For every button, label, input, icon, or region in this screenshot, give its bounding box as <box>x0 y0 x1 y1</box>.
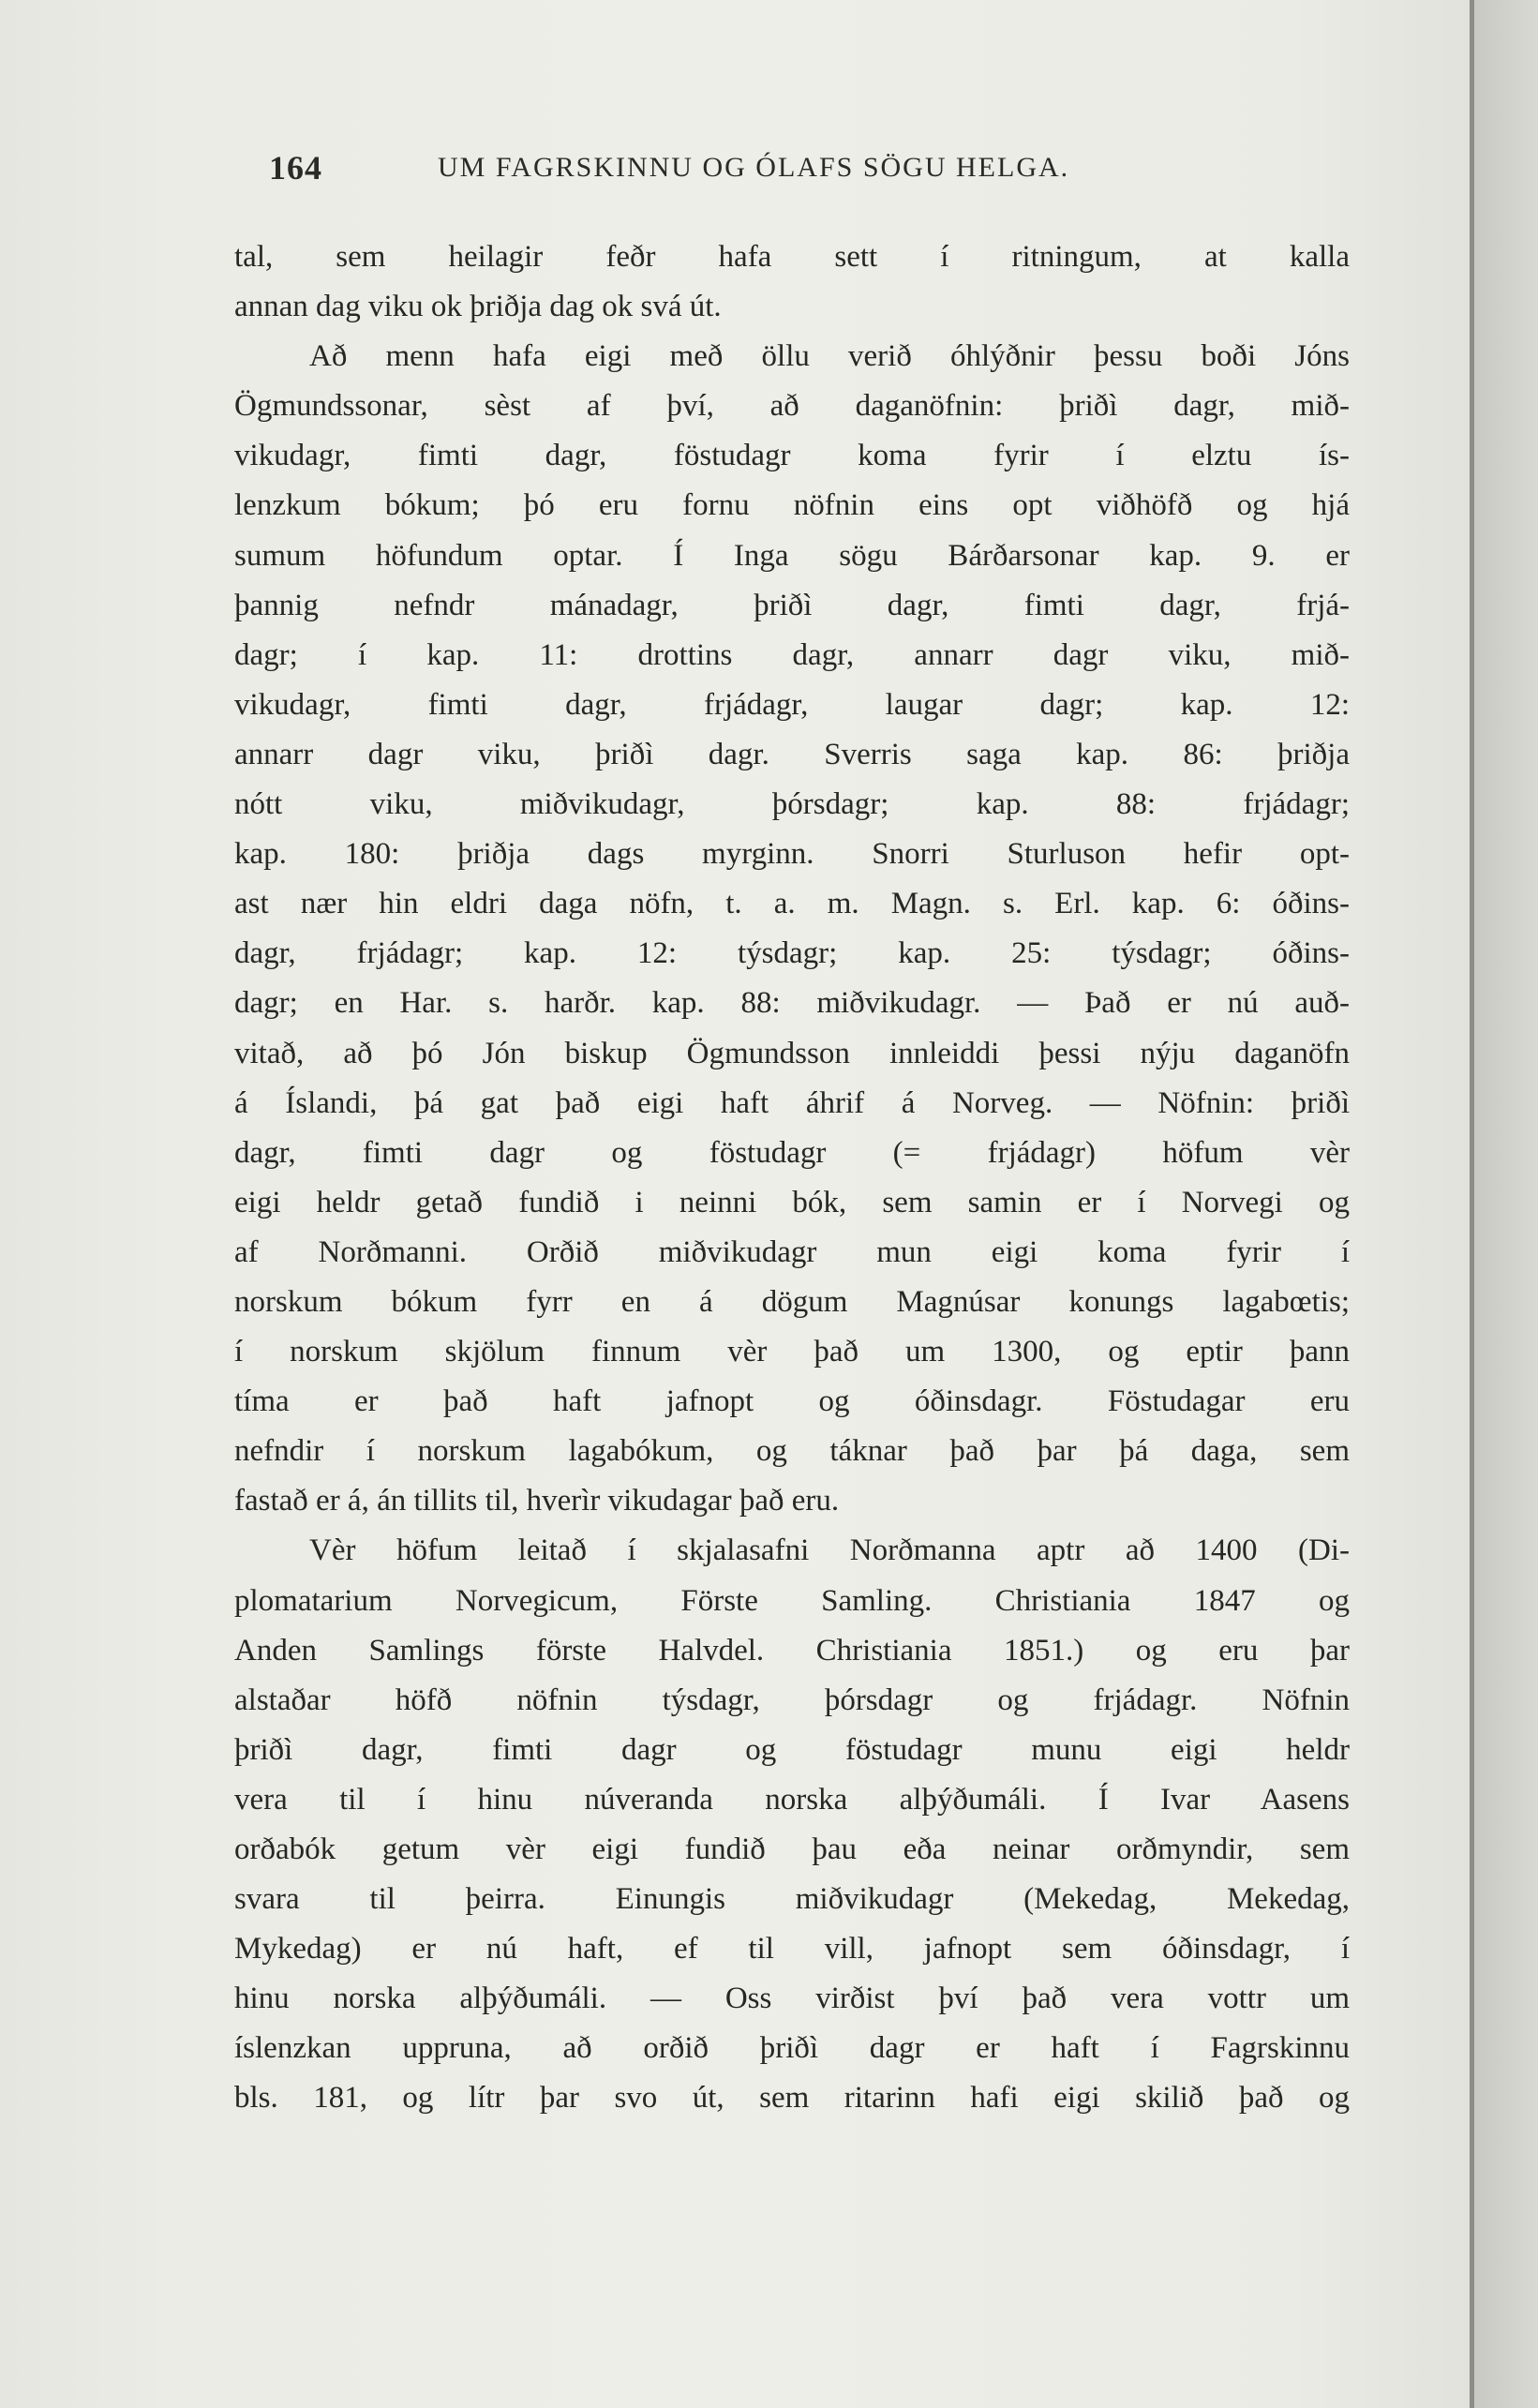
text-line: annarr dagr viku, þriðì dagr. Sverris saga kap. 86: þriðja <box>234 737 1350 771</box>
text-line: eigi heldr getað fundið i neinni bók, sem samin er í Norvegi og <box>234 1185 1350 1219</box>
text-line: vikudagr, fimti dagr, föstudagr koma fyrir í elztu ís- <box>234 439 1350 473</box>
text-line: sumum höfundum optar. Í Inga sögu Bárðarsonar kap. 9. er <box>234 538 1350 573</box>
text-line: dagr; í kap. 11: drottins dagr, annarr dagr viku, mið- <box>234 637 1350 672</box>
text-line: Ögmundssonar, sèst af því, að daganöfnin: þriðì dagr, mið- <box>234 389 1350 424</box>
text-line: norskum bókum fyrr en á dögum Magnúsar konungs lagabœtis; <box>234 1284 1350 1319</box>
text-line: íslenzkan uppruna, að orðið þriðì dagr er haft í Fagrskinnu <box>234 2031 1350 2066</box>
text-line: Vèr höfum leitað í skjalasafni Norðmanna aptr að 1400 (Di- <box>309 1533 1350 1568</box>
text-line: dagr, frjádagr; kap. 12: týsdagr; kap. 25: týsdagr; óðins- <box>234 936 1350 971</box>
text-line: nótt viku, miðvikudagr, þórsdagr; kap. 88: frjádagr; <box>234 787 1350 822</box>
text-line: þriðì dagr, fimti dagr og föstudagr munu eigi heldr <box>234 1732 1350 1767</box>
text-line: kap. 180: þriðja dags myrginn. Snorri Sturluson hefir opt- <box>234 837 1350 872</box>
page-header <box>269 148 1347 195</box>
text-line: á Íslandi, þá gat það eigi haft áhrif á Norveg. — Nöfnin: þriðì <box>234 1085 1350 1120</box>
text-line: vera til í hinu núveranda norska alþýðumáli. Í Ivar Aasens <box>234 1782 1350 1817</box>
text-line: tal, sem heilagir feðr hafa sett í ritningum, at kalla <box>234 240 1350 274</box>
text-line: vitað, að þó Jón biskup Ögmundsson innleiddi þessi nýju daganöfn <box>234 1036 1350 1070</box>
text-line: bls. 181, og lítr þar svo út, sem ritarinn hafi eigi skilið það og <box>234 2081 1350 2116</box>
text-line: orðabók getum vèr eigi fundið þau eða neinar orðmyndir, sem <box>234 1832 1350 1866</box>
text-line: hinu norska alþýðumáli. — Oss virðist því það vera vottr um <box>234 1982 1350 2016</box>
text-line: vikudagr, fimti dagr, frjádagr, laugar dagr; kap. 12: <box>234 687 1350 722</box>
text-line: nefndir í norskum lagabókum, og táknar það þar þá daga, sem <box>234 1434 1350 1469</box>
text-line: í norskum skjölum finnum vèr það um 1300, og eptir þann <box>234 1335 1350 1369</box>
text-line: svara til þeirra. Einungis miðvikudagr (Mekedag, Mekedag, <box>234 1882 1350 1917</box>
text-line: Mykedag) er nú haft, ef til vill, jafnopt sem óðinsdagr, í <box>234 1932 1350 1967</box>
text-line: Anden Samlings förste Halvdel. Christiania 1851.) og eru þar <box>234 1633 1350 1668</box>
text-line: ast nær hin eldri daga nöfn, t. a. m. Magn. s. Erl. kap. 6: óðins- <box>234 887 1350 921</box>
text-line: plomatarium Norvegicum, Förste Samling. Christiania 1847 og <box>234 1583 1350 1618</box>
body-text <box>234 232 1350 2124</box>
text-line: annan dag viku ok þriðja dag ok svá út. <box>234 290 722 324</box>
text-line: Að menn hafa eigi með öllu verið óhlýðnir þessu boði Jóns <box>309 339 1350 374</box>
running-head: UM FAGRSKINNU OG ÓLAFS SÖGU HELGA. <box>438 152 1070 183</box>
text-line: fastað er á, án tillits til, hverìr vikudagar það eru. <box>234 1484 840 1518</box>
text-line: tíma er það haft jafnopt og óðinsdagr. Föstudagar eru <box>234 1384 1350 1419</box>
text-line: dagr; en Har. s. harðr. kap. 88: miðvikudagr. — Það er nú auð- <box>234 986 1350 1021</box>
text-line: þannig nefndr mánadagr, þriðì dagr, fimti dagr, frjá- <box>234 588 1350 622</box>
text-line: af Norðmanni. Orðið miðvikudagr mun eigi koma fyrir í <box>234 1234 1350 1269</box>
page-edge-shadow <box>1474 0 1538 2408</box>
text-line: dagr, fimti dagr og föstudagr (= frjádagr) höfum vèr <box>234 1135 1350 1170</box>
text-line: lenzkum bókum; þó eru fornu nöfnin eins opt viðhöfð og hjá <box>234 488 1350 523</box>
page-number: 164 <box>269 149 322 187</box>
text-line: alstaðar höfð nöfnin týsdagr, þórsdagr og frjádagr. Nöfnin <box>234 1683 1350 1717</box>
